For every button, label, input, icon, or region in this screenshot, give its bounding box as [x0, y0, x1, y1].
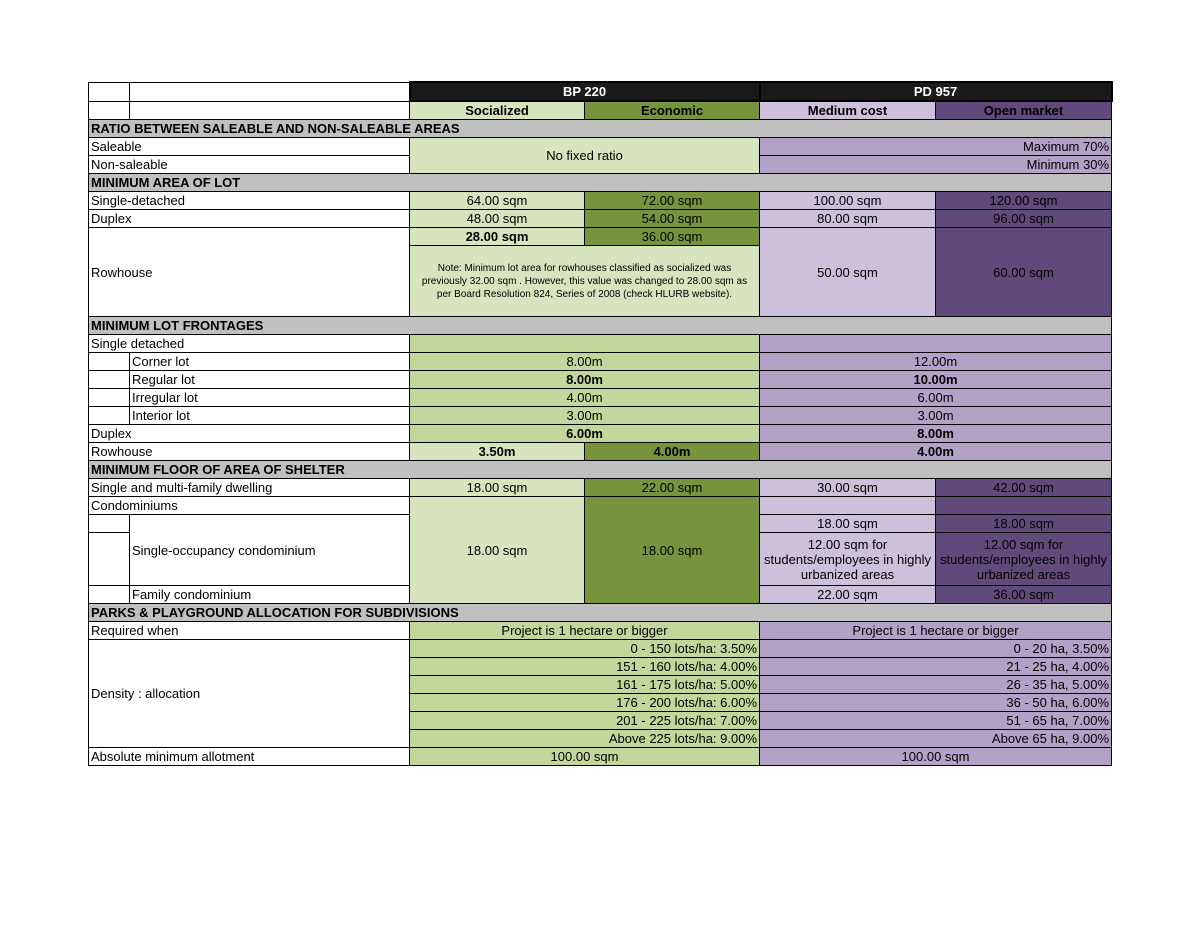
- pd-value: 100.00 sqm: [760, 748, 1112, 766]
- row-label: Single and multi-family dwelling: [89, 479, 410, 497]
- table-row: [89, 407, 1112, 425]
- table-row: [89, 353, 1112, 371]
- row-label: Rowhouse: [89, 443, 410, 461]
- table-row: [89, 335, 1112, 353]
- bp-value: 8.00m: [410, 371, 760, 389]
- bp-density-value: 0 - 150 lots/ha: 3.50%: [410, 640, 760, 658]
- no-fixed-ratio-cell: No fixed ratio: [410, 138, 760, 174]
- min-30-cell: Minimum 30%: [760, 156, 1112, 174]
- bp-density-value: 201 - 225 lots/ha: 7.00%: [410, 712, 760, 730]
- indent-cell: [89, 533, 130, 586]
- open-market-value: 18.00 sqm: [936, 515, 1112, 533]
- medium-cost-value: 30.00 sqm: [760, 479, 936, 497]
- table-row: [89, 371, 1112, 389]
- pd-density-value: 0 - 20 ha, 3.50%: [760, 640, 1112, 658]
- row-label: Absolute minimum allotment: [89, 748, 410, 766]
- bp220-header: BP 220: [410, 82, 760, 101]
- socialized-value: 48.00 sqm: [410, 210, 585, 228]
- row-label: Duplex: [89, 425, 410, 443]
- bp-value: 3.00m: [410, 407, 760, 425]
- open-market-value: 96.00 sqm: [936, 210, 1112, 228]
- table-row: [89, 640, 1112, 658]
- open-market-value: 42.00 sqm: [936, 479, 1112, 497]
- row-label: Single-detached: [89, 192, 410, 210]
- row-label: Interior lot: [130, 407, 410, 425]
- pd-density-value: 26 - 35 ha, 5.00%: [760, 676, 1112, 694]
- pd-value: 10.00m: [760, 371, 1112, 389]
- row-label: Single-occupancy condominium: [130, 515, 410, 586]
- indent-cell: [89, 586, 130, 604]
- medium-cost-empty: [760, 497, 936, 515]
- row-label: Density : allocation: [89, 640, 410, 748]
- pd-value: 8.00m: [760, 425, 1112, 443]
- pd-density-value: 36 - 50 ha, 6.00%: [760, 694, 1112, 712]
- table-row: [89, 622, 1112, 640]
- section-row: [89, 317, 1112, 335]
- row-label-saleable: Saleable: [89, 138, 410, 156]
- socialized-value: 28.00 sqm: [410, 228, 585, 246]
- pd-value: 6.00m: [760, 389, 1112, 407]
- max-70-cell: Maximum 70%: [760, 138, 1112, 156]
- medium-cost-header: Medium cost: [760, 101, 936, 120]
- pd-density-value: 21 - 25 ha, 4.00%: [760, 658, 1112, 676]
- economic-value: 54.00 sqm: [585, 210, 760, 228]
- section-title-parks: PARKS & PLAYGROUND ALLOCATION FOR SUBDIVISIONS: [89, 604, 1112, 622]
- open-market-value: 60.00 sqm: [936, 228, 1112, 317]
- row-label: Required when: [89, 622, 410, 640]
- socialized-value: 18.00 sqm: [410, 479, 585, 497]
- table-row: [89, 425, 1112, 443]
- section-row: [89, 120, 1112, 138]
- rowhouse-note: Note: Minimum lot area for rowhouses classified as socialized was previously 32.00 sqm . However, this value was changed to 28.00 sqm as per Board Resolution 824, Series of 2008 (check HLURB website).: [410, 246, 760, 317]
- table-row: [89, 210, 1112, 228]
- regulation-comparison-table: [88, 81, 1113, 766]
- economic-value: 36.00 sqm: [585, 228, 760, 246]
- table-row: [89, 389, 1112, 407]
- table-row: [89, 497, 1112, 515]
- socialized-header: Socialized: [410, 101, 585, 120]
- indent-cell: [89, 353, 130, 371]
- indent-cell: [89, 371, 130, 389]
- table-row: [89, 192, 1112, 210]
- row-label-non-saleable: Non-saleable: [89, 156, 410, 174]
- bp-density-value: 176 - 200 lots/ha: 6.00%: [410, 694, 760, 712]
- indent-cell: [89, 407, 130, 425]
- bp-density-value: Above 225 lots/ha: 9.00%: [410, 730, 760, 748]
- header-row-laws: [89, 82, 1112, 101]
- bp-value: 100.00 sqm: [410, 748, 760, 766]
- table-row: [89, 443, 1112, 461]
- row-label: Family condominium: [130, 586, 410, 604]
- row-label: Rowhouse: [89, 228, 410, 317]
- pd-value: 12.00m: [760, 353, 1112, 371]
- bp-empty-cell: [410, 335, 760, 353]
- socialized-value: 64.00 sqm: [410, 192, 585, 210]
- socialized-value: 18.00 sqm: [410, 497, 585, 604]
- open-market-student-note: 12.00 sqm for students/employees in highly urbanized areas: [936, 533, 1112, 586]
- economic-header: Economic: [585, 101, 760, 120]
- bp-density-value: 161 - 175 lots/ha: 5.00%: [410, 676, 760, 694]
- row-label: Single detached: [89, 335, 410, 353]
- header-row-categories: [89, 101, 1112, 120]
- economic-value: 18.00 sqm: [585, 497, 760, 604]
- table-row: [89, 228, 1112, 246]
- open-market-value: 36.00 sqm: [936, 586, 1112, 604]
- bp-value: Project is 1 hectare or bigger: [410, 622, 760, 640]
- section-title-frontages: MINIMUM LOT FRONTAGES: [89, 317, 1112, 335]
- medium-cost-value: 80.00 sqm: [760, 210, 936, 228]
- table-row: [89, 479, 1112, 497]
- table-row: [89, 748, 1112, 766]
- blank-cell: [89, 101, 130, 120]
- economic-value: 72.00 sqm: [585, 192, 760, 210]
- row-label: Duplex: [89, 210, 410, 228]
- medium-cost-value: 100.00 sqm: [760, 192, 936, 210]
- row-label: Irregular lot: [130, 389, 410, 407]
- row-label: Corner lot: [130, 353, 410, 371]
- medium-cost-value: 22.00 sqm: [760, 586, 936, 604]
- blank-cell: [89, 82, 130, 101]
- bp-value: 4.00m: [410, 389, 760, 407]
- blank-cell: [130, 101, 410, 120]
- pd-density-value: 51 - 65 ha, 7.00%: [760, 712, 1112, 730]
- pd-density-value: Above 65 ha, 9.00%: [760, 730, 1112, 748]
- section-row: [89, 174, 1112, 192]
- section-title-lot-area: MINIMUM AREA OF LOT: [89, 174, 1112, 192]
- pd-value: 3.00m: [760, 407, 1112, 425]
- pd957-header: PD 957: [760, 82, 1112, 101]
- pd-empty-cell: [760, 335, 1112, 353]
- indent-cell: [89, 515, 130, 533]
- socialized-value: 3.50m: [410, 443, 585, 461]
- bp-value: 8.00m: [410, 353, 760, 371]
- pd-value: Project is 1 hectare or bigger: [760, 622, 1112, 640]
- section-title-ratio: RATIO BETWEEN SALEABLE AND NON-SALEABLE AREAS: [89, 120, 1112, 138]
- medium-cost-student-note: 12.00 sqm for students/employees in highly urbanized areas: [760, 533, 936, 586]
- table-row: [89, 138, 1112, 156]
- open-market-empty: [936, 497, 1112, 515]
- bp-density-value: 151 - 160 lots/ha: 4.00%: [410, 658, 760, 676]
- economic-value: 22.00 sqm: [585, 479, 760, 497]
- blank-cell: [130, 82, 410, 101]
- row-label: Regular lot: [130, 371, 410, 389]
- section-row: [89, 461, 1112, 479]
- open-market-value: 120.00 sqm: [936, 192, 1112, 210]
- section-title-floor-area: MINIMUM FLOOR OF AREA OF SHELTER: [89, 461, 1112, 479]
- medium-cost-value: 18.00 sqm: [760, 515, 936, 533]
- pd-value: 4.00m: [760, 443, 1112, 461]
- row-label: Condominiums: [89, 497, 410, 515]
- bp-value: 6.00m: [410, 425, 760, 443]
- open-market-header: Open market: [936, 101, 1112, 120]
- medium-cost-value: 50.00 sqm: [760, 228, 936, 317]
- indent-cell: [89, 389, 130, 407]
- section-row: [89, 604, 1112, 622]
- economic-value: 4.00m: [585, 443, 760, 461]
